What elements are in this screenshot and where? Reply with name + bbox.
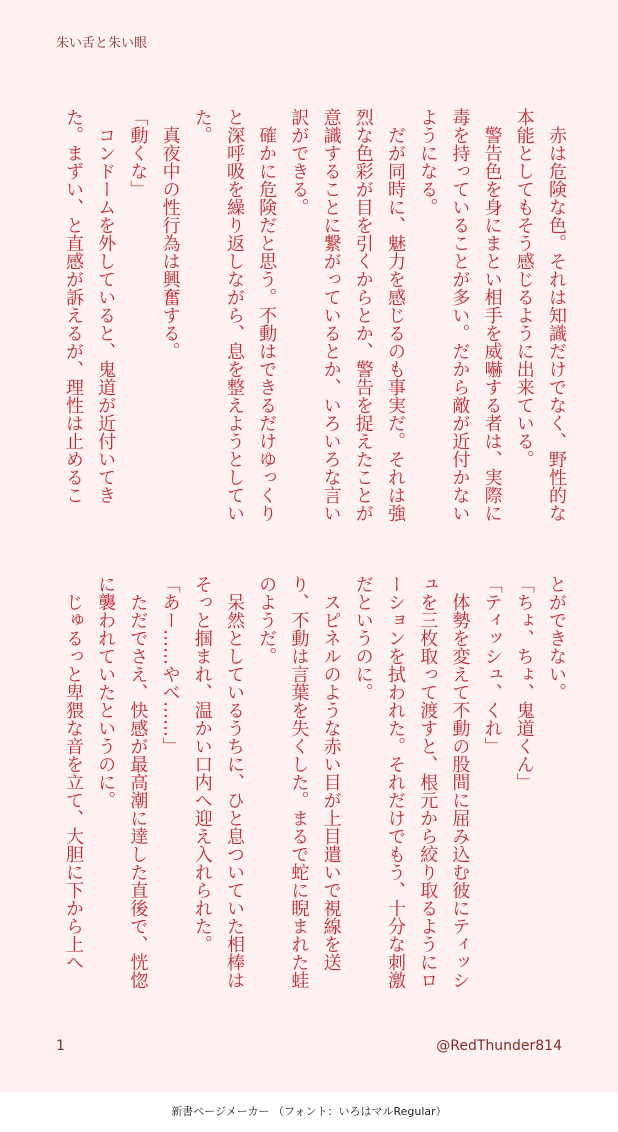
paragraph: コンドームを外していると、鬼道が近付いてきた。まずい、と直感が訴えるが、理性は止めるこ bbox=[62, 108, 117, 504]
paragraph: 真夜中の性行為は興奮する。 bbox=[159, 126, 181, 360]
dialogue-line: 「あー……やべ……」 bbox=[159, 575, 181, 755]
dialogue-line: 「ティッシュ、くれ」 bbox=[481, 575, 503, 755]
paragraph: スピネルのような赤い目が上目遣いで視線を送り、不動は言葉を失くした。まるで蛇に睨まれた蛙のようだ。 bbox=[256, 575, 342, 989]
paragraph: 体勢を変えて不動の股間に屈み込む彼にティッシュを三枚取って渡すと、根元から絞り取るようにローションを拭われた。それだけでもう、十分な刺激だというのに。 bbox=[352, 575, 471, 989]
page-number: 1 bbox=[56, 1038, 65, 1054]
paragraph: じゅるっと卑猥な音を立て、大胆に下から上へ bbox=[62, 593, 84, 971]
paragraph: ただでさえ、快感が最高潮に達した直後で、恍惚に襲われていたというのに。 bbox=[95, 575, 149, 989]
paragraph: だが同時に、魅力を感じるのも事実だ。それは強烈な色彩が目を引くからとか、警告を捉えたことが意識することに繋がっているとか、いろいろな言い訳ができる。 bbox=[288, 108, 406, 522]
dialogue-line: 「ちょ、ちょ、鬼道くん」 bbox=[513, 575, 535, 791]
page-title: 朱い舌と朱い眼 bbox=[56, 36, 148, 51]
paragraph: 確かに危険だと思う。不動はできるだけゆっくりと深呼吸を繰り返しながら、息を整えようとしていた。 bbox=[191, 108, 278, 522]
text-block-top bbox=[57, 108, 572, 524]
dialogue-line: 「動くな」 bbox=[127, 108, 149, 198]
generator-footer: 新書ページメーカー （フォント：いろはマルRegular） bbox=[0, 1092, 618, 1132]
paragraph: とができない。 bbox=[546, 575, 567, 701]
paragraph: 警告色を身にまとい相手を威嚇する者は、実際に毒を持っていることが多い。だから敵が近付かないようになる。 bbox=[417, 108, 503, 522]
paragraph: 赤は危険な色。それは知識だけでなく、野性的な本能としてもそう感じるように出来ている。 bbox=[513, 108, 567, 522]
author-handle: @RedThunder814 bbox=[436, 1038, 562, 1054]
paragraph: 呆然としているうちに、ひと息ついていた相棒はそっと掴まれ、温かい口内へ迎え入れられた。 bbox=[191, 575, 245, 989]
text-block-bottom bbox=[57, 575, 572, 991]
